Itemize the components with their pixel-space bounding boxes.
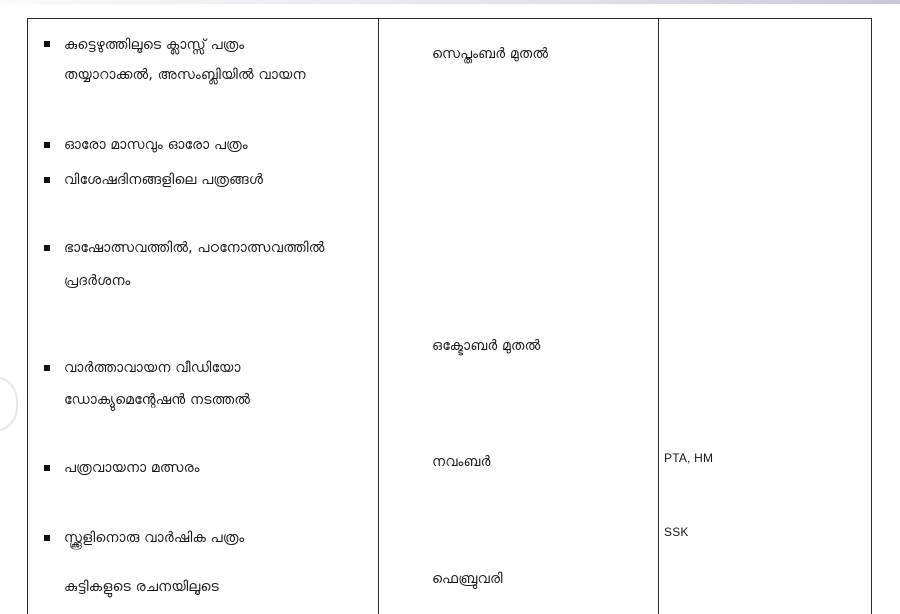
timeline-september: സെപ്തംബർ മുതൽ (432, 46, 549, 62)
faint-seal-mark (0, 376, 18, 432)
activity-class-newspaper-line-2: തയ്യാറാക്കൽ, അസംബ്ലിയിൽ വായന (64, 67, 306, 83)
bullet-icon (44, 177, 50, 183)
activity-reading-competition: പത്രവായനാ മത്സരം (64, 460, 200, 476)
table-left-border (27, 18, 28, 614)
activity-class-newspaper-line-1: കുട്ടെഴുത്തിലൂടെ ക്ലാസ്സ് പത്രം (64, 37, 245, 53)
activity-festival-exhibition-line-2: പ്രദർശനം (64, 273, 131, 289)
column-divider-1 (378, 18, 379, 614)
timeline-november: നവംബർ (432, 454, 491, 470)
table-top-border (27, 18, 872, 19)
bullet-icon (44, 41, 50, 47)
timeline-october: ഒക്ടോബർ മുതൽ (432, 338, 541, 354)
table-right-border (871, 18, 872, 614)
bullet-icon (44, 535, 50, 541)
timeline-february: ഫെബ്രുവരി (432, 571, 503, 587)
scan-edge-shade (0, 0, 900, 4)
bullet-icon (44, 142, 50, 148)
activity-monthly-newspaper: ഓരോ മാസവും ഓരോ പത്രം (64, 137, 248, 153)
activity-news-video-line-1: വാർത്താവായന വീഡിയോ (64, 360, 241, 376)
responsible-pta-hm: PTA, HM (664, 451, 714, 465)
bullet-icon (44, 365, 50, 371)
bullet-icon (44, 465, 50, 471)
activity-news-video-line-2: ഡോക്യുമെന്റേഷൻ നടത്തൽ (64, 392, 251, 408)
responsible-ssk: SSK (664, 525, 689, 539)
activity-student-writings: കുട്ടികളുടെ രചനയിലൂടെ (64, 579, 219, 595)
activity-annual-school-newspaper: സ്ക്കൂളിനൊരു വാർഷിക പത്രം (64, 530, 245, 546)
activity-festival-exhibition-line-1: ഭാഷോത്സവത്തിൽ, പഠനോത്സവത്തിൽ (64, 240, 325, 256)
activity-special-day-newspapers: വിശേഷദിനങ്ങളിലെ പത്രങ്ങൾ (64, 172, 264, 188)
column-divider-2 (658, 18, 659, 614)
bullet-icon (44, 245, 50, 251)
